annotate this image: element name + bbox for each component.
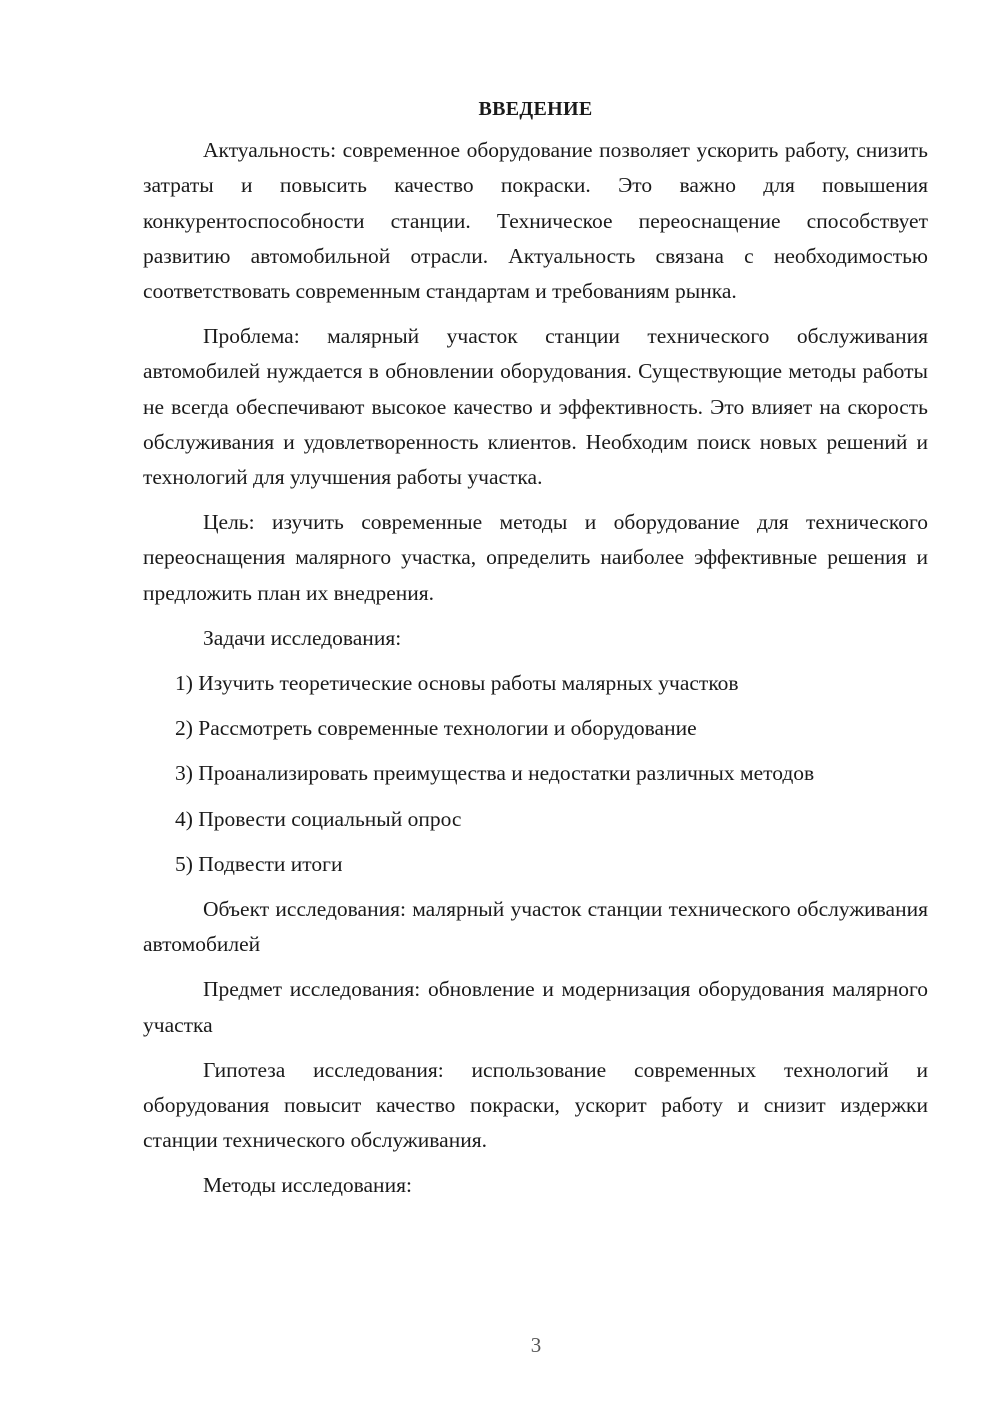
- task-list: [143, 666, 928, 882]
- task-item: 2) Рассмотреть современные технологии и оборудование: [175, 716, 697, 741]
- paragraph-relevance: Актуальность: современное оборудование позволяет ускорить работу, снизить затраты и повысить качество покраски. Это важно для повышения конкурентоспособности станции. Техническое переоснащение способствует развитию автомобильной отрасли. Актуальность связана с необходимостью соответствовать современным стандартам и требованиям рынка.: [143, 138, 928, 304]
- document-page: [143, 92, 928, 1214]
- paragraph-hypothesis: Гипотеза исследования: использование современных технологий и оборудования повысит качество покраски, ускорит работу и снизит издержки станции технического обслуживания.: [143, 1057, 928, 1153]
- task-item: 4) Провести социальный опрос: [175, 806, 462, 831]
- page-number: 3: [530, 1333, 542, 1357]
- task-item: 3) Проанализировать преимущества и недостатки различных методов: [175, 761, 815, 786]
- paragraph-problem: Проблема: малярный участок станции технического обслуживания автомобилей нуждается в обновлении оборудования. Существующие методы работы не всегда обеспечивают высокое качество и эффективность. Это влияет на скорость обслуживания и удовлетворенность клиентов. Необходим поиск новых решений и технологий для улучшения работы участка.: [143, 324, 928, 490]
- paragraph-methods: Методы исследования:: [203, 1173, 412, 1198]
- paragraph-subject: Предмет исследования: обновление и модернизация оборудования малярного участка: [143, 977, 928, 1037]
- task-item: 5) Подвести итоги: [175, 851, 343, 876]
- paragraph-object: Объект исследования: малярный участок станции технического обслуживания автомобилей: [143, 897, 928, 957]
- section-title: ВВЕДЕНИЕ: [478, 98, 593, 120]
- tasks-heading: Задачи исследования:: [203, 625, 402, 650]
- paragraph-goal: Цель: изучить современные методы и оборудование для технического переоснащения малярного участка, определить наиболее эффективные решения и предложить план их внедрения.: [143, 510, 928, 605]
- task-item: 1) Изучить теоретические основы работы малярных участков: [175, 671, 739, 696]
